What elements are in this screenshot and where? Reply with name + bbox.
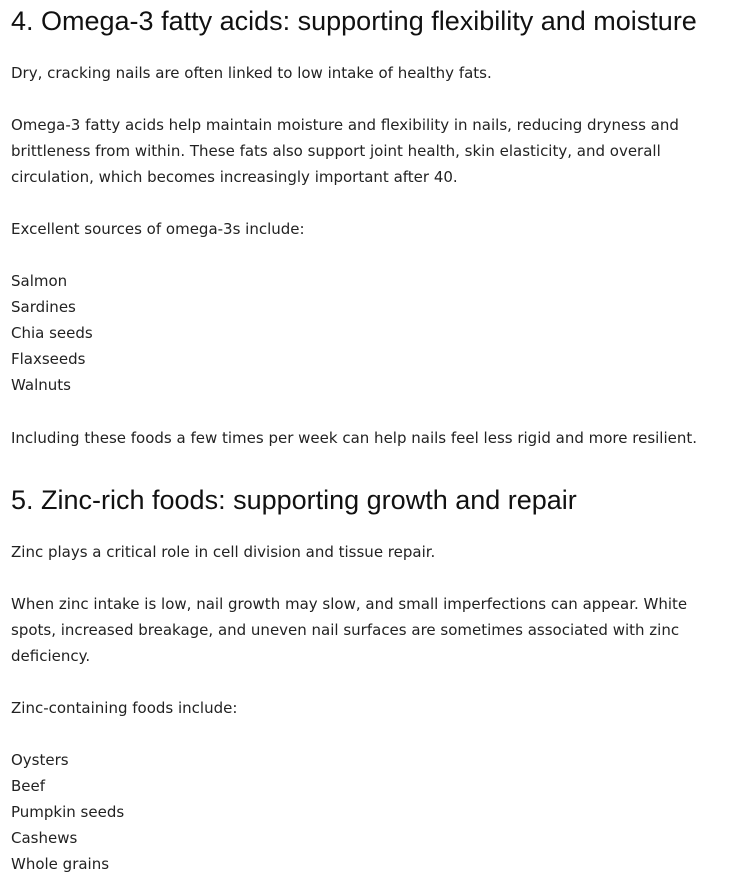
- list-lead-zinc: Zinc-containing foods include:: [11, 699, 238, 717]
- section-intro-omega3: Dry, cracking nails are often linked to low intake of healthy fats.: [11, 64, 492, 82]
- section-heading-omega3: 4. Omega-3 fatty acids: supporting flexibility and moisture: [11, 6, 697, 36]
- list-item: Cashews: [11, 829, 78, 847]
- list-item: Pumpkin seeds: [11, 803, 125, 821]
- list-item: Oysters: [11, 751, 69, 769]
- list-item: Sardines: [11, 298, 76, 316]
- list-lead-omega3: Excellent sources of omega-3s include:: [11, 220, 305, 238]
- section-body-zinc: When zinc intake is low, nail growth may slow, and small imperfections can appear. White spots, increased breakage, and uneven nail surfaces are sometimes associated with zinc deficiency.: [11, 595, 688, 665]
- list-item: Salmon: [11, 272, 68, 290]
- list-item: Flaxseeds: [11, 350, 86, 368]
- list-item: Walnuts: [11, 376, 71, 394]
- list-item: Chia seeds: [11, 324, 93, 342]
- food-list-omega3: [11, 268, 93, 398]
- section-outro-omega3: Including these foods a few times per week can help nails feel less rigid and more resilient.: [11, 429, 698, 447]
- section-body-omega3: Omega-3 fatty acids help maintain moisture and flexibility in nails, reducing dryness and brittleness from within. These fats also support joint health, skin elasticity, and overall circulation, which becomes increasingly important after 40.: [11, 116, 679, 186]
- list-item: Whole grains: [11, 855, 110, 873]
- section-intro-zinc: Zinc plays a critical role in cell division and tissue repair.: [11, 543, 436, 561]
- food-list-zinc: [11, 747, 124, 877]
- list-item: Beef: [11, 777, 46, 795]
- section-heading-zinc: 5. Zinc-rich foods: supporting growth and repair: [11, 485, 577, 515]
